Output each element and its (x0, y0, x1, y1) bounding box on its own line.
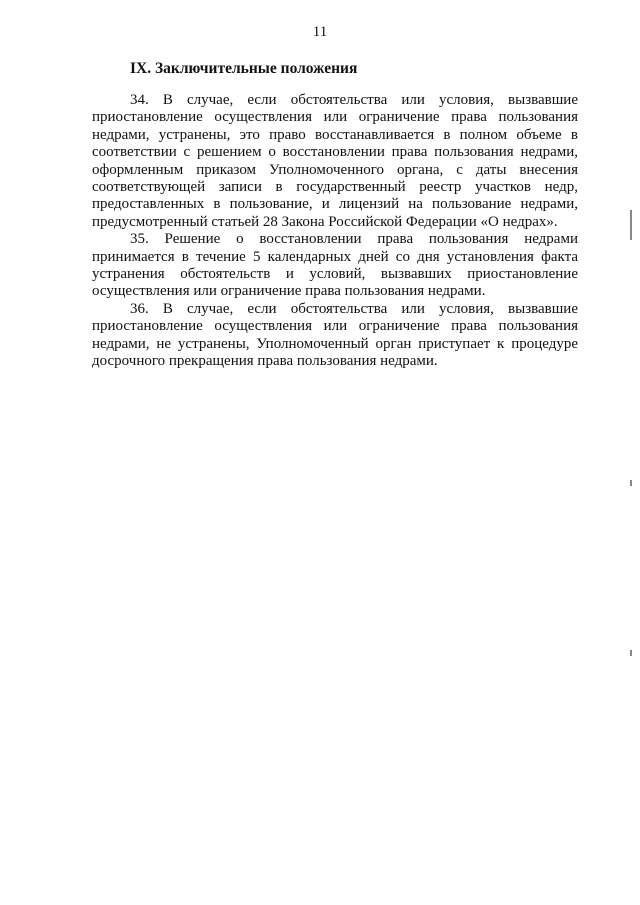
document-body (92, 92, 578, 371)
page-number: 11 (312, 24, 328, 40)
paragraph-35: 35. Решение о восстановлении права пользования недрами принимается в течение 5 календарных дней со дня установления факта устранения обстоятельств и условий, вызвавших приостановление осуществления или ограничение права пользования недрами. (92, 231, 578, 300)
section-heading: IX. Заключительные положения (130, 60, 358, 77)
paragraph-34: 34. В случае, если обстоятельства или условия, вызвавшие приостановление осуществления или ограничение права пользования недрами, устранены, это право восстанавливается в полном объеме в соответствии с решением о восстановлении права пользования недрами, оформленным приказом Уполномоченного органа, с даты внесения соответствующей записи в государственный реестр участков недр, предоставленных в пользование, и лицензий на пользование недрами, предусмотренный статьей 28 Закона Российской Федерации «О недрах». (92, 92, 578, 230)
scan-edge-mark (630, 650, 632, 656)
scan-edge-mark (630, 210, 632, 240)
paragraph-36: 36. В случае, если обстоятельства или условия, вызвавшие приостановление осуществления или ограничение права пользования недрами, не устранены, Уполномоченный орган приступает к процедуре досрочного прекращения права пользования недрами. (92, 300, 578, 370)
scan-edge-mark (630, 480, 632, 486)
